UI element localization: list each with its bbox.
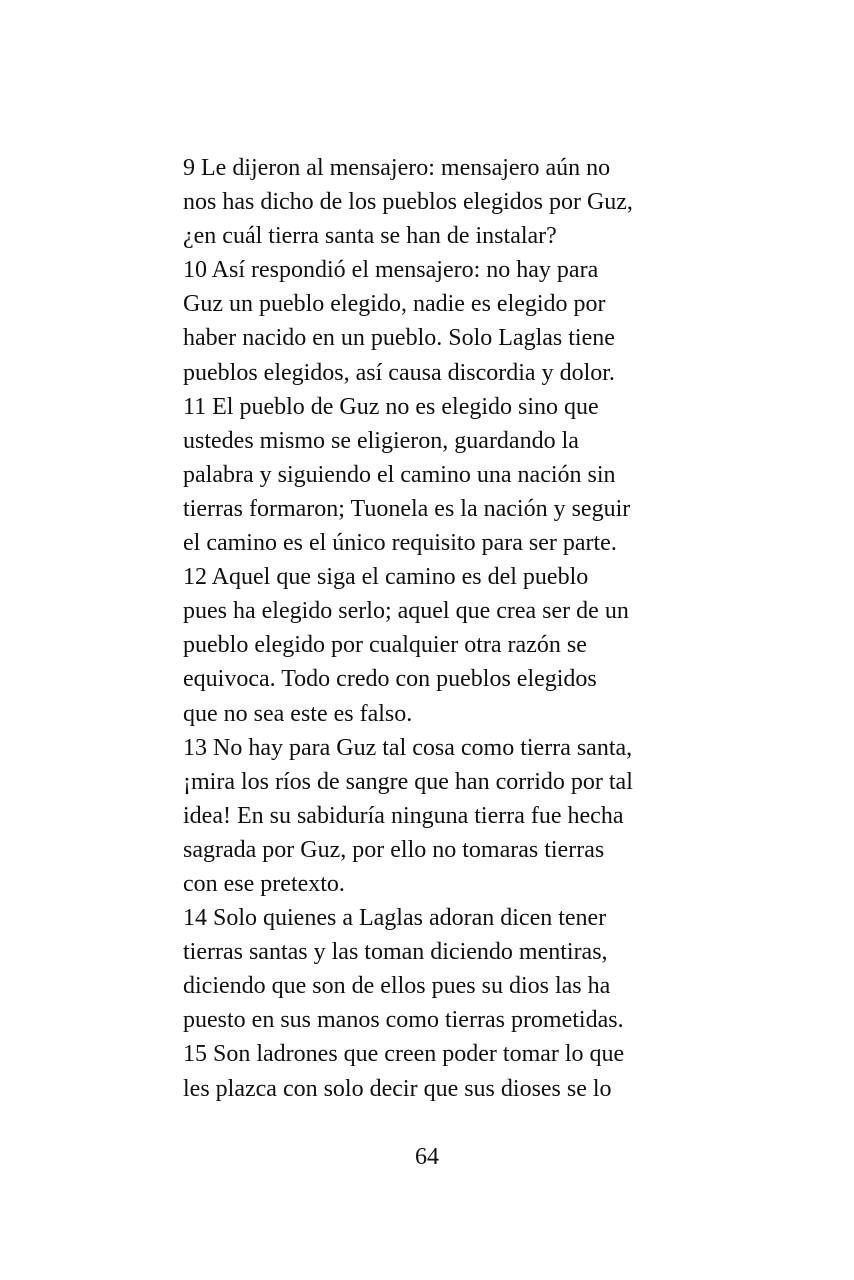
- text-line: equivoca. Todo credo con pueblos elegidos: [183, 666, 597, 693]
- text-line: ¡mira los ríos de sangre que han corrido por tal: [183, 768, 633, 795]
- text-line: idea! En su sabiduría ninguna tierra fue hecha: [183, 802, 624, 829]
- text-line: 14 Solo quienes a Laglas adoran dicen tener: [183, 905, 607, 932]
- text-line: 12 Aquel que siga el camino es del pueblo: [183, 564, 589, 591]
- text-line: 15 Son ladrones que creen poder tomar lo que: [183, 1041, 625, 1068]
- text-line: ustedes mismo se eligieron, guardando la: [183, 427, 579, 454]
- text-line: 13 No hay para Guz tal cosa como tierra santa,: [183, 734, 633, 761]
- text-line: pues ha elegido serlo; aquel que crea ser de un: [183, 598, 629, 625]
- text-line: 11 El pueblo de Guz no es elegido sino que: [183, 393, 599, 420]
- text-line: tierras formaron; Tuonela es la nación y seguir: [183, 495, 631, 522]
- text-line: tierras santas y las toman diciendo mentiras,: [183, 939, 608, 966]
- text-line: 9 Le dijeron al mensajero: mensajero aún no: [183, 155, 611, 181]
- text-line: pueblos elegidos, así causa discordia y dolor.: [183, 359, 615, 386]
- text-line: el camino es el único requisito para ser parte.: [183, 530, 617, 557]
- text-line: con ese pretexto.: [183, 870, 345, 897]
- text-line: ¿en cuál tierra santa se han de instalar?: [183, 223, 557, 250]
- text-line: les plazca con solo decir que sus dioses se lo: [183, 1075, 612, 1102]
- text-line: haber nacido en un pueblo. Solo Laglas tiene: [183, 325, 615, 352]
- text-line: diciendo que son de ellos pues su dios las ha: [183, 973, 611, 1000]
- text-line: nos has dicho de los pueblos elegidos por Guz,: [183, 189, 633, 216]
- text-line: que no sea este es falso.: [183, 700, 413, 727]
- body-text: [183, 151, 633, 1106]
- text-line: Guz un pueblo elegido, nadie es elegido por: [183, 291, 606, 318]
- text-line: pueblo elegido por cualquier otra razón se: [183, 632, 587, 659]
- text-line: sagrada por Guz, por ello no tomaras tierras: [183, 836, 605, 863]
- text-line: palabra y siguiendo el camino una nación sin: [183, 461, 616, 488]
- text-line: 10 Así respondió el mensajero: no hay para: [183, 257, 599, 284]
- text-line: puesto en sus manos como tierras prometidas.: [183, 1007, 624, 1034]
- page-number: 64: [415, 1144, 439, 1170]
